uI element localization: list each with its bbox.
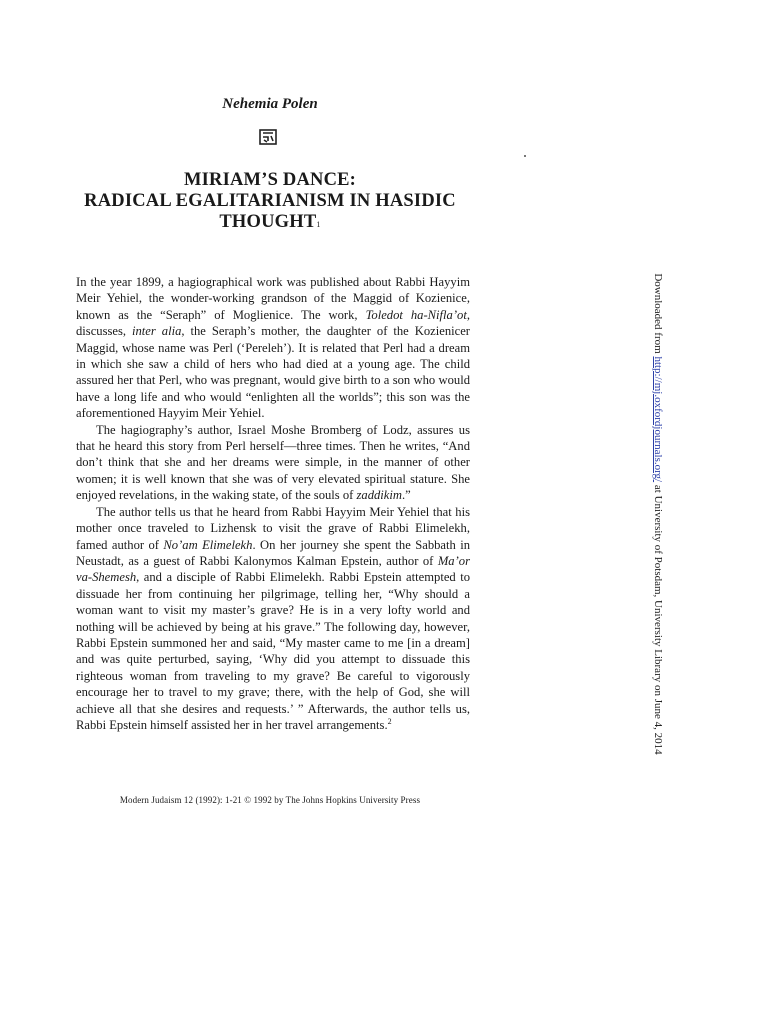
paragraph-1 — [76, 274, 470, 422]
decorative-ornament-icon — [259, 129, 277, 145]
p1-italic-phrase: inter alia — [132, 324, 182, 339]
citation-footer: Modern Judaism 12 (1992): 1-21 © 1992 by The Johns Hopkins University Press — [119, 795, 421, 805]
p3-text-b: . On her journey she spent the Sabbath in Neustadt, as a guest of Rabbi Kalonymos Kalman Epstein, author of — [76, 537, 471, 568]
title-footnote-ref: 1 — [316, 220, 321, 229]
watermark-prefix: Downloaded from — [652, 273, 664, 357]
article-title — [0, 170, 540, 233]
author-name: Nehemia Polen — [222, 96, 318, 112]
p3-footnote-ref: 2 — [387, 716, 392, 726]
p1-text-c: , the Seraph’s mother, the daughter of the Kozienicer Maggid, whose name was Perl (‘Pereleh’). It is related that Perl had a dream in which she saw a child of hers who had died at a young age. The child assured her that Perl, who was pregnant, would give birth to a son who would have a long life and who would “enlighten all the worlds”; this son was the aforementioned Hayyim Meir Yehiel. — [76, 324, 470, 421]
p1-text-a: In the year 1899, a hagiographical work was published about Rabbi Hayyim Meir Yehiel, the wonder-working grandson of the Maggid of Kozienice, known as the “Seraph” of Moglienice. The work, — [76, 275, 470, 322]
title-line-1: MIRIAM’S DANCE: — [183, 170, 357, 190]
title-line-3-text: THOUGHT — [219, 212, 317, 232]
p3-text-c: , and a disciple of Rabbi Elimelekh. Rabbi Epstein attempted to dissuade her from continuing her pilgrimage, telling her, “Why should a woman want to visit my master’s grave? He is in a very lofty world and nothing will be achieved by being at his grave.” The following day, however, Rabbi Epstein summoned her and said, “My master came to me [in a dream] and was quite perturbed, saying, ‘Why did you attempt to dissuade this righteous woman from traveling to my grave? Be careful to vigorously encourage her to travel to my grave; there, with the help of God, she will achieve all that she desires and requests.’ ” Afterwards, the author tells us, Rabbi Epstein himself assisted her in her travel arrangements. — [76, 570, 470, 732]
paragraph-3 — [76, 504, 470, 734]
p2-italic-word: zaddikim — [356, 488, 402, 503]
article-body — [76, 274, 470, 733]
title-line-2: RADICAL EGALITARIANISM IN HASIDIC — [84, 191, 456, 211]
paragraph-2 — [76, 422, 470, 504]
scan-speck — [524, 155, 526, 157]
p1-italic-title: Toledot ha-Nifla’ot — [365, 307, 467, 322]
p2-text-b: .” — [401, 488, 411, 503]
p3-italic-title-2: Ma’or va-Shemesh — [76, 553, 470, 585]
download-watermark — [652, 264, 664, 764]
p1-text-b: , discusses, — [76, 307, 470, 339]
p3-italic-title-1: No’am Elimelekh — [163, 537, 253, 552]
journal-link[interactable]: http://mj.oxfordjournals.org/ — [652, 356, 664, 483]
watermark-suffix: at University of Potsdam, University Library on June 4, 2014 — [652, 482, 664, 755]
p3-text-a: The author tells us that he heard from Rabbi Hayyim Meir Yehiel that his mother once traveled to Lizhensk to visit the grave of Rabbi Elimelekh, famed author of — [76, 504, 470, 552]
title-line-3 — [0, 212, 540, 233]
p2-text-a: The hagiography’s author, Israel Moshe Bromberg of Lodz, assures us that he heard this story from Perl herself—three times. Then he writes, “And don’t think that she and her dreams were simple, in the manner of other women; it is well known that she was of very elevated spiritual stature. She enjoyed revelations, in the waking state, of the souls of — [76, 422, 470, 503]
